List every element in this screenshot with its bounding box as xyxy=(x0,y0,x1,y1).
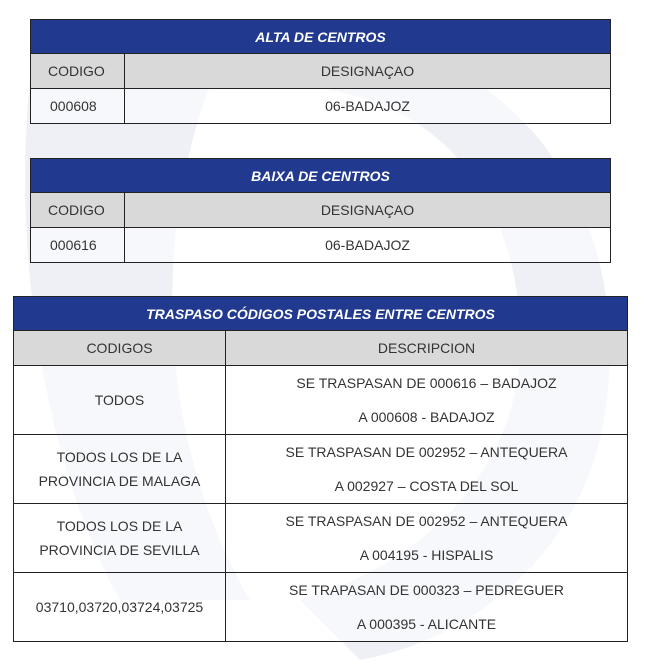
traspaso-codigos-cell: 03710,03720,03724,03725 xyxy=(14,573,226,642)
descripcion-line-2: A 002927 – COSTA DEL SOL xyxy=(334,478,519,494)
baixa-col-designacao: DESIGNAÇAO xyxy=(125,193,611,228)
alta-codigo-cell: 000608 xyxy=(31,89,125,124)
baixa-codigo-cell: 000616 xyxy=(31,228,125,263)
traspaso-codigos-cell: TODOS xyxy=(14,366,226,435)
traspaso-col-descripcion: DESCRIPCION xyxy=(226,331,628,366)
traspaso-table-title: TRASPASO CÓDIGOS POSTALES ENTRE CENTROS xyxy=(14,297,628,331)
table-row xyxy=(14,366,628,435)
traspaso-descripcion-cell xyxy=(226,435,628,504)
table-row xyxy=(14,573,628,642)
descripcion-line-1: SE TRASPASAN DE 002952 – ANTEQUERA xyxy=(285,444,568,460)
traspaso-codigos-cell: TODOS LOS DE LA PROVINCIA DE MALAGA xyxy=(14,435,226,504)
baixa-de-centros-table xyxy=(30,158,611,263)
traspaso-descripcion-cell xyxy=(226,366,628,435)
alta-de-centros-table xyxy=(30,19,611,124)
descripcion-line-1: SE TRASPASAN DE 002952 – ANTEQUERA xyxy=(285,513,568,529)
traspaso-descripcion-cell xyxy=(226,573,628,642)
table-row xyxy=(31,228,611,263)
descripcion-line-1: SE TRASPASAN DE 000616 – BADAJOZ xyxy=(296,375,557,391)
alta-table-title: ALTA DE CENTROS xyxy=(31,20,611,54)
alta-col-designacao: DESIGNAÇAO xyxy=(125,54,611,89)
baixa-col-codigo: CODIGO xyxy=(31,193,125,228)
traspaso-codigos-table xyxy=(13,296,628,642)
baixa-designacao-cell: 06-BADAJOZ xyxy=(125,228,611,263)
traspaso-descripcion-cell xyxy=(226,504,628,573)
descripcion-line-2: A 004195 - HISPALIS xyxy=(359,547,494,563)
descripcion-line-1: SE TRAPASAN DE 000323 – PEDREGUER xyxy=(289,582,564,598)
descripcion-line-2: A 000395 - ALICANTE xyxy=(356,616,497,632)
descripcion-line-2: A 000608 - BADAJOZ xyxy=(358,409,495,425)
traspaso-col-codigos: CODIGOS xyxy=(14,331,226,366)
traspaso-codigos-cell: TODOS LOS DE LA PROVINCIA DE SEVILLA xyxy=(14,504,226,573)
table-row xyxy=(14,435,628,504)
alta-col-codigo: CODIGO xyxy=(31,54,125,89)
table-row xyxy=(31,89,611,124)
alta-designacao-cell: 06-BADAJOZ xyxy=(125,89,611,124)
baixa-table-title: BAIXA DE CENTROS xyxy=(31,159,611,193)
table-row xyxy=(14,504,628,573)
